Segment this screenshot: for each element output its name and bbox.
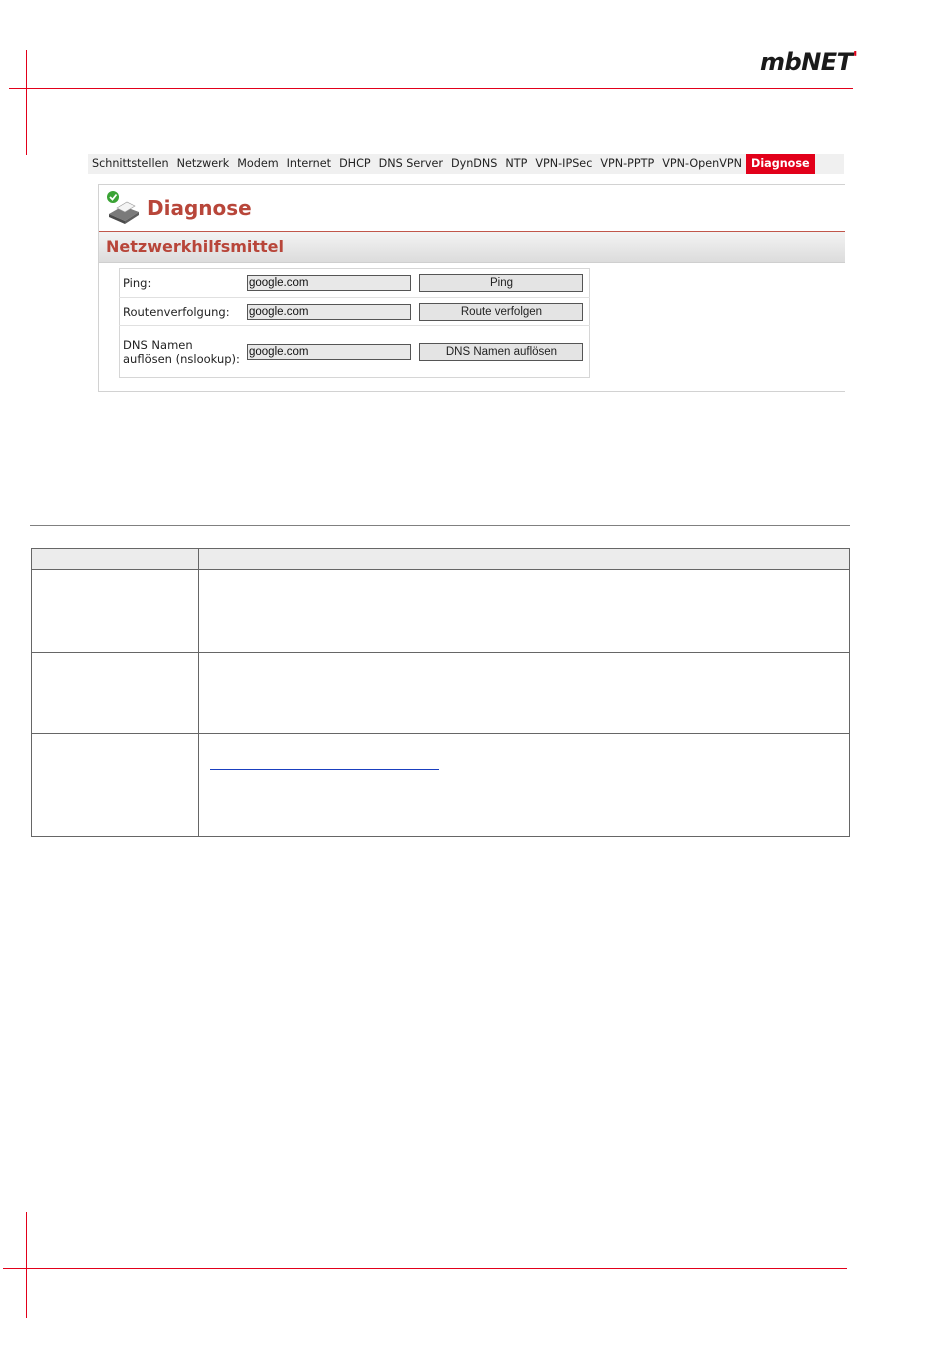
tool-row-ping bbox=[120, 269, 590, 298]
header-cell-description bbox=[199, 549, 850, 570]
traceroute-button[interactable]: Route verfolgen bbox=[419, 303, 583, 321]
traceroute-host-input[interactable] bbox=[247, 304, 411, 320]
margin-line-top-vertical bbox=[26, 50, 27, 155]
tab-ntp[interactable]: NTP bbox=[505, 157, 528, 170]
tab-modem[interactable]: Modem bbox=[237, 157, 279, 170]
panel-header bbox=[99, 185, 845, 232]
hyperlink-underline[interactable] bbox=[210, 769, 439, 770]
table-cell bbox=[32, 570, 199, 653]
tab-dhcp[interactable]: DHCP bbox=[339, 157, 371, 170]
tab-netzwerk[interactable]: Netzwerk bbox=[176, 157, 230, 170]
table-cell bbox=[199, 653, 850, 734]
mbnet-logo bbox=[760, 48, 858, 76]
table-header-row bbox=[32, 549, 850, 570]
description-table bbox=[31, 548, 850, 837]
tab-dns-server[interactable]: DNS Server bbox=[378, 157, 443, 170]
tool-row-nslookup bbox=[120, 326, 590, 378]
section-title: Netzwerkhilfsmittel bbox=[106, 237, 284, 256]
nslookup-host-input[interactable] bbox=[247, 344, 411, 360]
checkmark-icon bbox=[107, 191, 119, 203]
ping-host-input[interactable] bbox=[247, 275, 411, 291]
header-rule bbox=[9, 88, 853, 89]
table-cell bbox=[32, 734, 199, 837]
section-header bbox=[99, 232, 845, 263]
page-title: Diagnose bbox=[147, 196, 252, 220]
nslookup-label: DNS Namen auflösen (nslookup): bbox=[123, 337, 240, 366]
tab-dyndns[interactable]: DynDNS bbox=[450, 157, 498, 170]
tab-vpn-ipsec[interactable]: VPN-IPSec bbox=[535, 157, 593, 170]
tab-vpn-pptp[interactable]: VPN-PPTP bbox=[600, 157, 655, 170]
section-divider bbox=[30, 525, 850, 526]
nslookup-button[interactable]: DNS Namen auflösen bbox=[419, 343, 583, 361]
logo-tick: ' bbox=[852, 48, 858, 69]
margin-line-bottom-vertical bbox=[26, 1212, 27, 1318]
tab-vpn-openvpn[interactable]: VPN-OpenVPN bbox=[662, 157, 743, 170]
table-row bbox=[32, 653, 850, 734]
table-cell bbox=[199, 570, 850, 653]
tab-diagnose[interactable]: Diagnose bbox=[746, 154, 815, 174]
main-nav bbox=[88, 154, 844, 174]
footer-rule bbox=[3, 1268, 847, 1269]
table-cell bbox=[199, 734, 850, 837]
logo-text: mbNET bbox=[760, 48, 853, 76]
network-tools-table bbox=[119, 268, 590, 378]
table-row bbox=[32, 570, 850, 653]
tool-row-traceroute bbox=[120, 298, 590, 326]
traceroute-label: Routenverfolgung: bbox=[120, 298, 245, 326]
network-printer-icon bbox=[105, 190, 141, 226]
tab-schnittstellen[interactable]: Schnittstellen bbox=[92, 157, 169, 170]
ping-label: Ping: bbox=[120, 269, 245, 298]
header-cell-parameter bbox=[32, 549, 199, 570]
ping-button[interactable]: Ping bbox=[419, 274, 583, 292]
diagnose-panel bbox=[98, 184, 845, 392]
table-row bbox=[32, 734, 850, 837]
tab-internet[interactable]: Internet bbox=[286, 157, 332, 170]
table-cell bbox=[32, 653, 199, 734]
